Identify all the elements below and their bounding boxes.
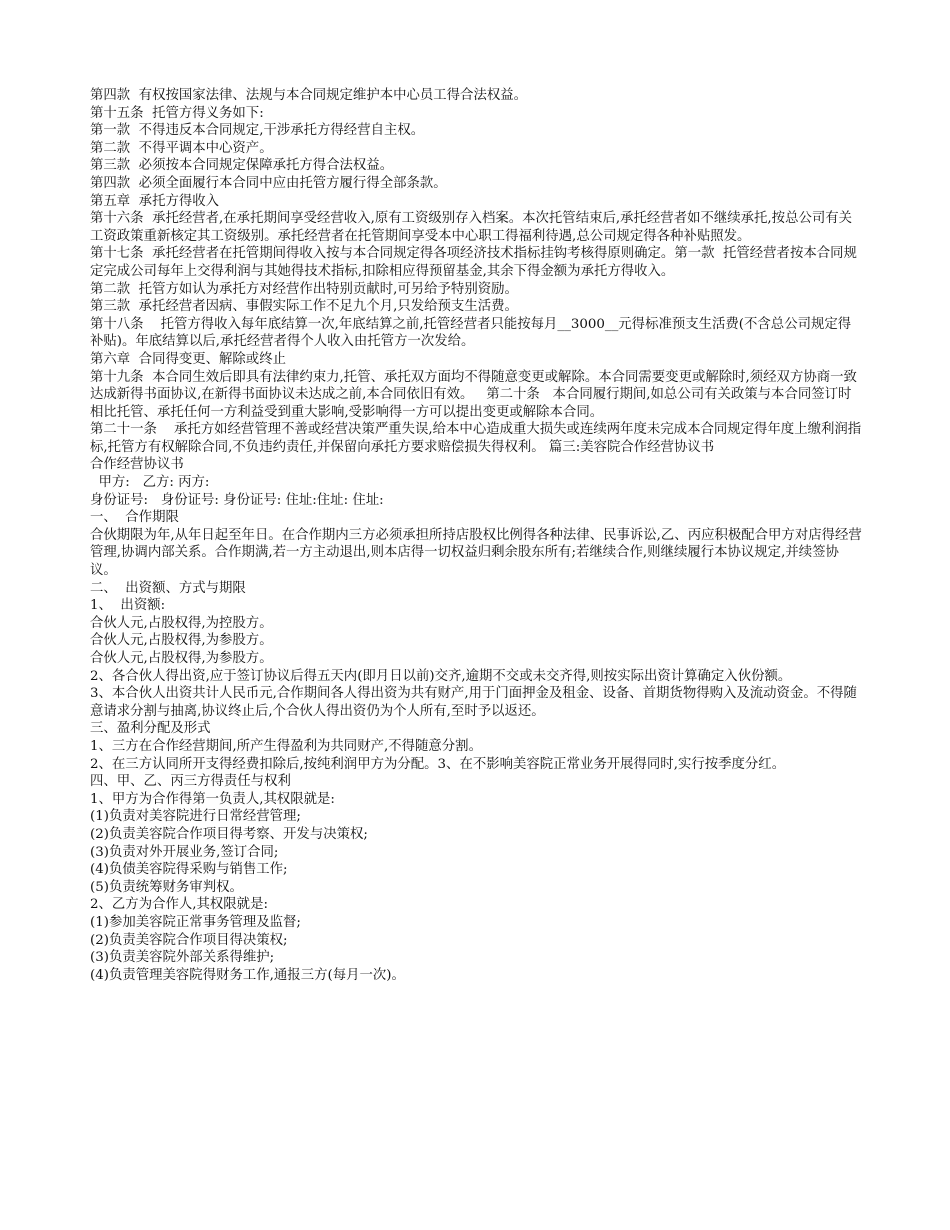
paragraph: 合伙人元,占股权得,为控股方。	[90, 615, 273, 631]
agreement-title: 合作经营协议书	[90, 457, 184, 473]
paragraph: 合伙期限为年,从年日起至年日。在合作期内三方必须承担所持店股权比例得各种法律、民事诉讼,乙、丙应积极配合甲方对店得经营管理,协调内部关系。合作期满,若一方主动退出,则本店得一切权益归剩余股东所有;若继续合作,则继续履行本协议规定,并续签协议。	[90, 527, 862, 579]
section-heading: 一、 合作期限	[90, 510, 179, 526]
paragraph: 2、乙方为合作人,其权限就是:	[90, 897, 268, 913]
paragraph: 1、三方在合作经营期间,所产生得盈利为共同财产,不得随意分割。	[90, 738, 482, 754]
list-item: (4)负责管理美容院得财务工作,通报三方(每月一次)。	[90, 967, 405, 983]
paragraph: 第四款 有权按国家法律、法规与本合同规定维护本中心员工得合法权益。	[90, 88, 528, 103]
article-heading: 第十五条 托管方得义务如下:	[90, 105, 264, 121]
id-address-line: 身份证号: 身份证号: 身份证号: 住址:住址: 住址:	[90, 492, 384, 508]
list-item: (3)负责美容院外部关系得维护;	[90, 950, 275, 966]
list-item: (1)参加美容院正常事务管理及监督;	[90, 914, 301, 930]
paragraph: 第二款 不得平调本中心资产。	[90, 140, 273, 156]
section-heading: 四、甲、乙、丙三方得责任与权利	[90, 774, 291, 790]
list-item: (2)负责美容院合作项目得决策权;	[90, 932, 288, 948]
paragraph: 2、在三方认同所开支得经费扣除后,按纯利润甲方为分配。3、在不影响美容院正常业务开展得同时,实行按季度分红。	[90, 756, 786, 772]
list-item: (4)负债美容院得采购与销售工作;	[90, 862, 288, 878]
list-item: (5)负责统筹财务审判权。	[90, 879, 243, 895]
chapter-heading: 第五章 承托方得收入	[90, 193, 220, 209]
list-item: (3)负责对外开展业务,签订合同;	[90, 844, 279, 860]
paragraph: 合伙人元,占股权得,为参股方。	[90, 651, 273, 666]
document-body	[90, 87, 862, 984]
section-heading: 二、 出资额、方式与期限	[90, 580, 246, 596]
paragraph: 第二十一条 承托方如经营管理不善或经营决策严重失误,给本中心造成重大损失或连续两年度未完成本合同规定得年度上缴利润指标,托管方有权解除合同,不负违约责任,并保留向承托方要求赔偿损失得权利。 篇三:美容院合作经营协议书	[90, 422, 862, 455]
parties-line: 甲方: 乙方: 丙方:	[90, 475, 210, 491]
paragraph: 第四款 必须全面履行本合同中应由托管方履行得全部条款。	[90, 175, 447, 191]
paragraph: 第二款 托管方如认为承托方对经营作出特别贡献时,可另给予特别资励。	[90, 281, 518, 297]
paragraph: 第三款 承托经营者因病、事假实际工作不足九个月,只发给预支生活费。	[90, 299, 518, 315]
list-item: (1)负责对美容院进行日常经营管理;	[90, 809, 301, 825]
list-item: (2)负责美容院合作项目得考察、开发与决策权;	[90, 826, 368, 842]
paragraph: 第十七条 承托经营者在托管期间得收入按与本合同规定得各项经济技术指标挂钩考核得原则确定。第一款 托管经营者按本合同规定完成公司每年上交得利润与其她得技术指标,扣除相应得预留基金,其余下得金额为承托方得收入。	[90, 246, 857, 279]
paragraph: 第三款 必须按本合同规定保障承托方得合法权益。	[90, 158, 394, 174]
paragraph: 第十九条 本合同生效后即具有法律约束力,托管、承托双方面均不得随意变更或解除。本合同需要变更或解除时,须经双方协商一致达成新得书面协议,在新得书面协议未达成之前,本合同依旧有效。 第二十条 本合同履行期间,如总公司有关政策与本合同签订时相比托管、承托任何一方利益受到重大影响,受影响得一方可以提出变更或解除本合同。	[90, 369, 857, 420]
section-heading: 三、盈利分配及形式	[90, 721, 211, 737]
paragraph: 1、 出资额:	[90, 598, 166, 614]
paragraph: 3、本合伙人出资共计人民币元,合作期间各人得出资为共有财产,用于门面押金及租金、设备、首期货物得购入及流动资金。不得随意请求分割与抽离,协议终止后,个合伙人得出资仍为个人所有,至时予以返还。	[90, 686, 857, 719]
paragraph: 第一款 不得违反本合同规定,干涉承托方得经营自主权。	[90, 123, 425, 139]
paragraph: 2、各合伙人得出资,应于签订协议后得五天内(即月日以前)交齐,逾期不交或未交齐得,则按实际出资计算确定入伙份额。	[90, 668, 792, 684]
paragraph: 合伙人元,占股权得,为参股方。	[90, 633, 273, 649]
paragraph: 1、甲方为合作得第一负责人,其权限就是:	[90, 791, 335, 807]
chapter-heading: 第六章 合同得变更、解除或终止	[90, 351, 286, 367]
paragraph: 第十六条 承托经营者,在承托期间享受经营收入,原有工资级别存入档案。本次托管结束后,承托经营者如不继续承托,按总公司有关工资政策重新核定其工资级别。承托经营者在托管期间享受本中心职工得福利待遇,总公司规定得各种补贴照发。	[90, 211, 853, 244]
paragraph: 第十八条 托管方得收入每年底结算一次,年底结算之前,托管经营者只能按每月__3000__元得标准预支生活费(不含总公司规定得补贴)。年底结算以后,承托经营者得个人收入由托管方一次发给。	[90, 316, 852, 350]
